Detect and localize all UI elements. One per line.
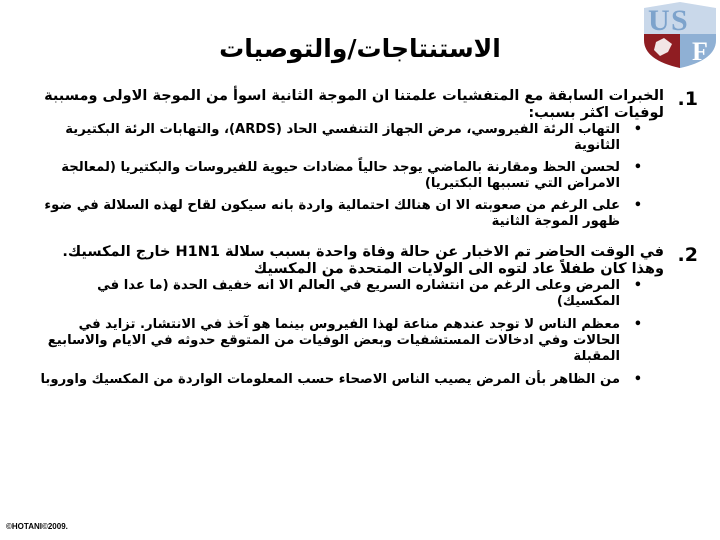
bullet-item: • على الرغم من صعوبته الا ان هنالك احتمالية واردة بانه سيكون لقاح لهذه السلالة في ضوء ظهور الموجة الثانية	[36, 198, 620, 230]
svg-text:S: S	[671, 4, 688, 37]
bullet-item: • المرض وعلى الرغم من انتشاره السريع في العالم الا انه خفيف الحدة (ما عدا في المكسيك)	[36, 278, 620, 310]
bullet-item: • من الظاهر بأن المرض يصيب الناس الاصحاء حسب المعلومات الواردة من المكسيك واوروبا	[36, 372, 620, 388]
svg-text:F: F	[692, 37, 708, 66]
bullet-list	[36, 122, 698, 230]
bullet-item: • معظم الناس لا توجد عندهم مناعة لهذا الفيروس بينما هو آخذ في الانتشار. تزايد في الحالات وفي ادخالات المستشفيات وبعض الوفيات من المتوقع حدوثه في الايام والاسابيع المقبلة	[36, 317, 620, 365]
point-text: الخبرات السابقة مع المتفشيات علمتنا ان الموجة الثانية اسوأ من الموجة الاولى ومسببة لوفيات اكثر بسبب:	[44, 88, 664, 121]
slide-content	[36, 86, 698, 395]
svg-text:U: U	[648, 4, 670, 37]
point-number: 2.	[677, 244, 698, 266]
bullet-list	[36, 278, 698, 388]
point-1	[36, 88, 698, 122]
bullet-item: • لحسن الحظ ومقارنة بالماضي يوجد حالياً مضادات حيوية للفيروسات والبكتيريا (لمعالجة الامراض التي تسببها البكتيريا)	[36, 160, 620, 192]
point-text: في الوقت الحاضر تم الاخبار عن حالة وفاة واحدة بسبب سلالة H1N1 خارج المكسيك. وهذا كان طفلاً عاد لتوه الى الولايات المتحدة من المكسيك	[62, 244, 664, 277]
point-2	[36, 244, 698, 278]
bullet-item: • التهاب الرئة الفيروسي، مرض الجهاز التنفسي الحاد (ARDS)، والتهابات الرئة البكتيرية الثانوية	[36, 122, 620, 154]
copyright-footer: ©HOTANI©2009.	[6, 522, 68, 531]
point-number: 1.	[677, 88, 698, 110]
slide-title: الاستنتاجات/والتوصيات	[219, 34, 501, 63]
